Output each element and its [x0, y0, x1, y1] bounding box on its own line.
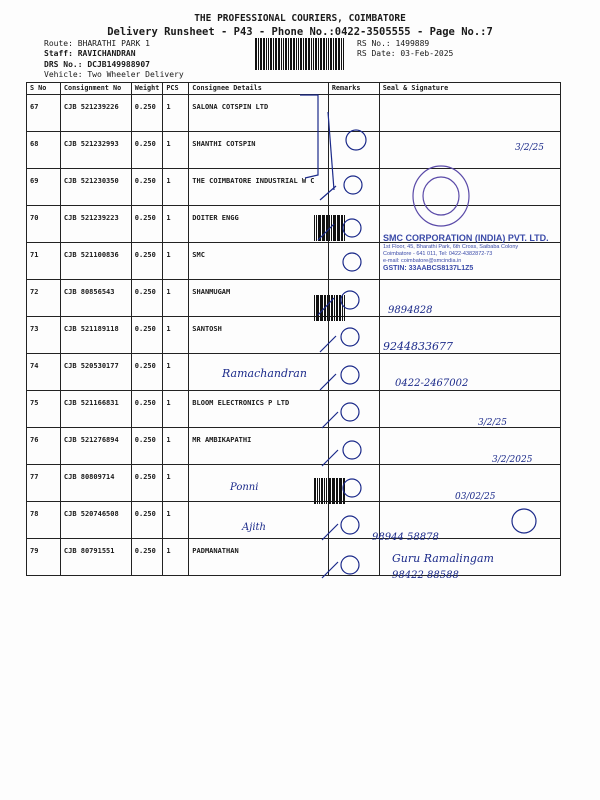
row-weight: 0.250	[131, 465, 163, 502]
row-pcs: 1	[163, 280, 189, 317]
handwritten-name-79: Guru Ramalingam	[392, 552, 494, 565]
company-seal	[383, 233, 561, 272]
vehicle: Vehicle: Two Wheeler Delivery	[44, 70, 184, 79]
row-consignment-no: CJB 521100836	[60, 243, 131, 280]
seal-email: e-mail: coimbatore@smcindia.in	[383, 258, 462, 264]
row-sno: 69	[27, 169, 61, 206]
row-weight: 0.250	[131, 391, 163, 428]
col-consignment: Consignment No	[60, 83, 131, 95]
row-consignee: SHANMUGAM	[189, 280, 329, 317]
row-weight: 0.250	[131, 428, 163, 465]
row-sno: 77	[27, 465, 61, 502]
staff-label: Staff:	[44, 49, 73, 58]
row-sno: 74	[27, 354, 61, 391]
col-weight: Weight	[131, 83, 163, 95]
row-sno: 70	[27, 206, 61, 243]
row-pcs: 1	[163, 539, 189, 576]
row-consignment-no: CJB 80856543	[60, 280, 131, 317]
col-remarks: Remarks	[328, 83, 379, 95]
handwritten-phone-74: 0422-2467002	[395, 378, 469, 389]
row-pcs: 1	[163, 354, 189, 391]
handwritten-date-77: 03/02/25	[455, 492, 496, 502]
row-weight: 0.250	[131, 317, 163, 354]
col-consignee: Consignee Details	[189, 83, 329, 95]
row-weight: 0.250	[131, 206, 163, 243]
row-consignee: THE COIMBATORE INDUSTRIAL W C	[189, 169, 329, 206]
row-consignee: PADMANATHAN	[189, 539, 329, 576]
row-sno: 68	[27, 132, 61, 169]
row-pcs: 1	[163, 428, 189, 465]
row-pcs: 1	[163, 317, 189, 354]
row-sno: 78	[27, 502, 61, 539]
row-consignment-no: CJB 521232993	[60, 132, 131, 169]
row-pcs: 1	[163, 465, 189, 502]
handwritten-date-75: 3/2/25	[478, 418, 507, 428]
rs-no: RS No.: 1499889	[357, 39, 430, 48]
handwritten-phone-79: 98422 88588	[392, 570, 459, 581]
row-weight: 0.250	[131, 169, 163, 206]
row-pcs: 1	[163, 243, 189, 280]
row-pcs: 1	[163, 391, 189, 428]
col-signature: Seal & Signature	[379, 83, 560, 95]
seal-address: 1st Floor, 45, Bharathi Park, 6th Cross, Saibaba Colony	[383, 244, 519, 250]
handwritten-ramachandran: Ramachandran	[222, 367, 307, 380]
row-consignment-no: CJB 521230350	[60, 169, 131, 206]
row-consignee: MR AMBIKAPATHI	[189, 428, 329, 465]
row-consignment-no: CJB 520530177	[60, 354, 131, 391]
row-weight: 0.250	[131, 539, 163, 576]
row-consignment-no: CJB 80791551	[60, 539, 131, 576]
drs-label: DRS No.:	[44, 60, 83, 69]
seal-company-name: SMC CORPORATION (INDIA) PVT. LTD.	[383, 233, 549, 243]
row-pcs: 1	[163, 95, 189, 132]
handwritten-ajith: Ajith	[242, 522, 266, 533]
row-sno: 79	[27, 539, 61, 576]
col-pcs: PCS	[163, 83, 189, 95]
handwritten-date-76: 3/2/2025	[492, 455, 533, 465]
row-weight: 0.250	[131, 280, 163, 317]
handwritten-ponni: Ponni	[230, 482, 259, 493]
row-consignment-no: CJB 521166831	[60, 391, 131, 428]
row-weight: 0.250	[131, 132, 163, 169]
row-pcs: 1	[163, 169, 189, 206]
row-consignment-no: CJB 80809714	[60, 465, 131, 502]
col-sno: S No	[27, 83, 61, 95]
route: Route: BHARATHI PARK 1	[44, 39, 150, 48]
row-weight: 0.250	[131, 502, 163, 539]
row-pcs: 1	[163, 132, 189, 169]
row-weight: 0.250	[131, 243, 163, 280]
handwritten-phone-72: 9894828	[388, 305, 433, 316]
row-consignment-no: CJB 521239226	[60, 95, 131, 132]
row-sno: 76	[27, 428, 61, 465]
row-consignee: BLOOM ELECTRONICS P LTD	[189, 391, 329, 428]
rs-date: RS Date: 03-Feb-2025	[357, 49, 454, 58]
row-weight: 0.250	[131, 354, 163, 391]
row-consignee: DOITER ENGG	[189, 206, 329, 243]
row-pcs: 1	[163, 502, 189, 539]
row-consignment-no: CJB 521189118	[60, 317, 131, 354]
seal-gstin: GSTIN: 33AABCS8137L1Z5	[383, 265, 474, 272]
row-consignee: SANTOSH	[189, 317, 329, 354]
seal-city: Coimbatore - 641 011, Tel: 0422-4382872-73	[383, 251, 493, 257]
staff-name: RAVICHANDRAN	[77, 49, 136, 58]
row-consignment-no: CJB 521276894	[60, 428, 131, 465]
row-sno: 67	[27, 95, 61, 132]
row-consignment-no: CJB 521239223	[60, 206, 131, 243]
handwritten-phone-78: 98944 58878	[372, 532, 439, 543]
row-consignee: SALONA COTSPIN LTD	[189, 95, 329, 132]
row-sno: 73	[27, 317, 61, 354]
row-pcs: 1	[163, 206, 189, 243]
drs-value: DCJB149988907	[87, 60, 150, 69]
row-sno: 71	[27, 243, 61, 280]
row-consignee: SMC	[189, 243, 329, 280]
handwritten-date-68: 3/2/25	[515, 143, 544, 153]
runsheet-title: Delivery Runsheet - P43 - Phone No.:0422-3505555 - Page No.:7	[107, 26, 493, 38]
row-consignee: SHANTHI COTSPIN	[189, 132, 329, 169]
company-title: THE PROFESSIONAL COURIERS, COIMBATORE	[194, 13, 406, 24]
row-consignment-no: CJB 520746508	[60, 502, 131, 539]
row-sno: 72	[27, 280, 61, 317]
handwritten-phone-73: 9244833677	[383, 340, 453, 353]
row-sno: 75	[27, 391, 61, 428]
row-weight: 0.250	[131, 95, 163, 132]
